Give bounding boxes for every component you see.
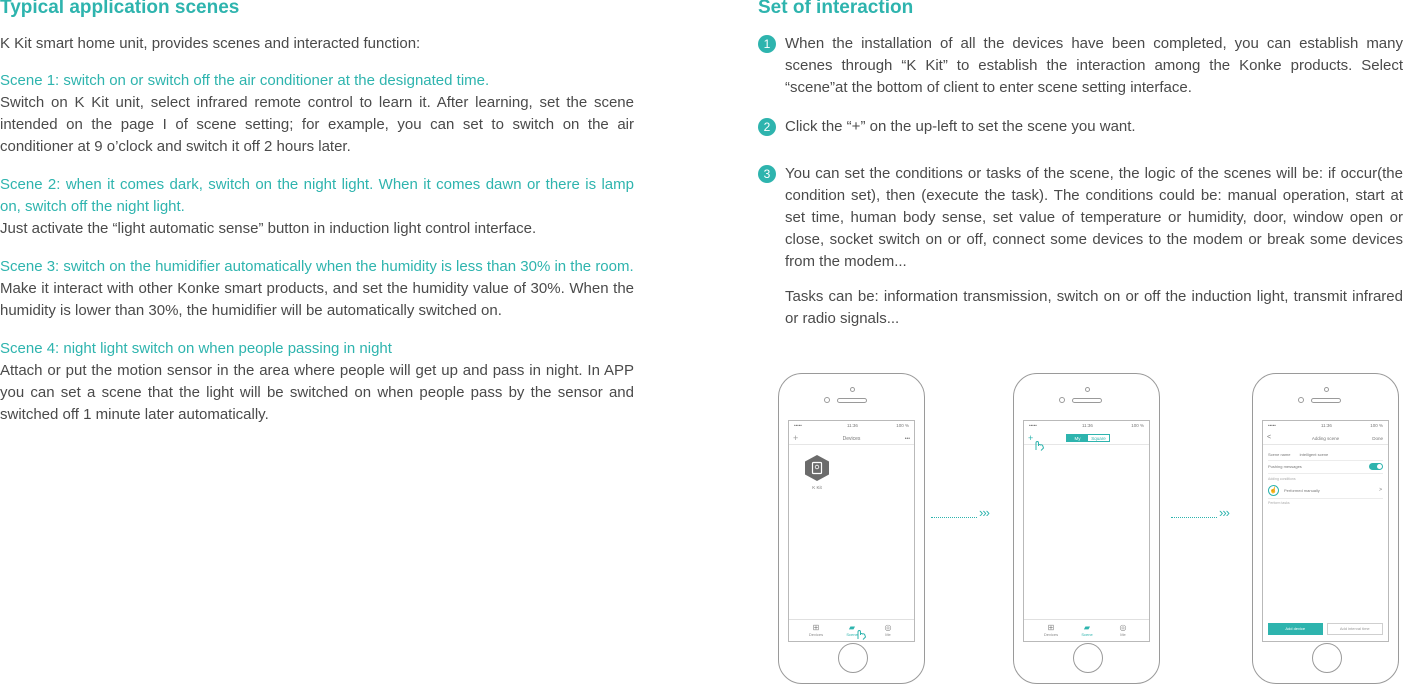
chevron-right-icon: >	[1379, 487, 1382, 493]
device-label: K Kit	[812, 485, 822, 490]
status-time: 11:36	[1321, 423, 1332, 428]
signal-indicator: •••••	[794, 423, 802, 428]
battery-indicator: 100 %	[896, 423, 909, 428]
typical-scenes-section	[0, 0, 634, 426]
perform-tasks-label: Perform tasks	[1268, 501, 1290, 505]
scene-title: Scene 4: night light switch on when people passing in night	[0, 340, 392, 357]
scene-name-label: Scene name	[1268, 452, 1291, 457]
battery-indicator: 100 %	[1131, 423, 1144, 428]
user-icon: ◎	[884, 623, 892, 632]
camera-icon	[850, 387, 855, 392]
signal-indicator: •••••	[1029, 423, 1037, 428]
step-number-badge: 2	[758, 118, 776, 136]
tab-me[interactable]: ◎ Me	[873, 623, 903, 637]
grid-icon: ⊞	[1047, 623, 1055, 632]
step-text: When the installation of all the devices have been completed, you can establish many scenes through “K Kit” to establish the interaction among the Konke products. Select “scene”at the bottom of client to enter scene setting interface.	[785, 35, 1403, 96]
tab-devices[interactable]: ⊞ Devices	[1036, 623, 1066, 637]
dotted-line	[1171, 510, 1217, 518]
typical-scenes-heading: Typical application scenes	[0, 0, 240, 18]
push-toggle[interactable]	[1369, 463, 1383, 470]
scene-title: Scene 3: switch on the humidifier automatically when the humidity is less than 30% in the room.	[0, 258, 634, 275]
done-button[interactable]: Done	[1372, 436, 1383, 441]
signal-indicator: •••••	[1268, 423, 1276, 428]
scene-icon: ▰	[1083, 623, 1091, 632]
scene-name-row[interactable]	[1268, 452, 1383, 461]
scene-title: Scene 1: switch on or switch off the air conditioner at the designated time.	[0, 72, 490, 89]
step-number-badge: 1	[758, 35, 776, 53]
speaker-icon	[1311, 398, 1341, 403]
tab-bar	[789, 619, 914, 641]
scene-4	[0, 338, 634, 426]
speaker-icon	[837, 398, 867, 403]
nav-bar	[789, 433, 914, 445]
scene-icon: ▰	[848, 623, 856, 632]
tab-devices[interactable]: ⊞ Devices	[801, 623, 831, 637]
step-text: You can set the conditions or tasks of the scene, the logic of the scenes will be: if occur(the condition set), then (execute the task). The conditions could be: manual operation, start at set time, human body sense, set value of temperature or humidity, door, window open or close, socket switch on or off, connect some devices to the modem or break some devices from the modem...	[785, 165, 1403, 270]
condition-row[interactable]	[1268, 483, 1383, 499]
phone-screen	[1262, 420, 1389, 642]
battery-indicator: 100 %	[1370, 423, 1383, 428]
add-scene-icon[interactable]: +	[1028, 433, 1034, 443]
tab-bar	[1024, 619, 1149, 641]
tap-hand-icon	[1033, 438, 1045, 451]
back-icon[interactable]: <	[1267, 434, 1272, 441]
segment-square[interactable]: Square	[1091, 436, 1106, 441]
segment-my[interactable]: My	[1067, 435, 1088, 441]
scene-3	[0, 256, 634, 322]
add-device-button[interactable]: Add device	[1268, 623, 1323, 635]
interaction-section	[758, 0, 1403, 327]
status-bar	[1263, 423, 1388, 429]
camera-icon	[1324, 387, 1329, 392]
phone-devices	[778, 373, 925, 684]
step-text: Click the “+” on the up-left to set the scene you want.	[785, 118, 1136, 135]
add-icon[interactable]: +	[793, 433, 799, 443]
more-icon[interactable]: •••	[904, 436, 910, 442]
tasks-text: Tasks can be: information transmission, switch on or off the induction light, transmit infrared or radio signals...	[785, 288, 1403, 327]
tab-scene[interactable]: ▰ Scene	[1072, 623, 1102, 637]
sensor-icon	[824, 397, 830, 403]
step-3	[758, 163, 1403, 273]
speaker-icon	[1072, 398, 1102, 403]
status-bar	[1024, 423, 1149, 429]
status-time: 11:36	[847, 423, 858, 428]
phone-scenes	[1013, 373, 1160, 684]
interaction-heading: Set of interaction	[758, 0, 914, 18]
camera-icon	[1085, 387, 1090, 392]
scene-name-value: intelligent scene	[1299, 452, 1329, 457]
scene-2	[0, 174, 634, 240]
push-label: Pushing messages	[1268, 464, 1302, 469]
hexagon-device-icon	[804, 454, 830, 482]
scene-body: Make it interact with other Konke smart products, and set the humidity value of 30%. When the humidity is lower than 30%, the humidifier will be automatically switched on.	[0, 280, 634, 319]
chevrons-icon: ›››	[979, 505, 989, 520]
sensor-icon	[1059, 397, 1065, 403]
tasks-note	[758, 286, 1403, 330]
scene-body: Switch on K Kit unit, select infrared remote control to learn it. After learning, set the scene intended on the page I of scene setting; for example, you can set to switch on the air conditioner at 9 o’clock and switch it off 2 hours later.	[0, 94, 634, 155]
scene-body: Just activate the “light automatic sense” button in induction light control interface.	[0, 220, 537, 237]
condition-text: Performed manually	[1284, 488, 1320, 493]
status-bar	[789, 423, 914, 429]
step-1	[758, 33, 1403, 99]
intro-text: K Kit smart home unit, provides scenes and interacted function:	[0, 35, 421, 52]
phone-screen	[1023, 420, 1150, 642]
home-button-icon	[838, 643, 868, 673]
chevrons-icon: ›››	[1219, 505, 1229, 520]
user-icon: ◎	[1119, 623, 1127, 632]
step-2	[758, 116, 1403, 138]
scene-body: Attach or put the motion sensor in the area where people will get up and pass in night. In APP you can set a scene that the light will be switched on when people pass by the sensor and switched off 1 minute later automatically.	[0, 362, 634, 423]
add-interval-button[interactable]: Add interval time	[1327, 623, 1384, 635]
grid-icon: ⊞	[812, 623, 820, 632]
nav-bar	[1263, 433, 1388, 445]
dotted-line	[931, 510, 977, 518]
home-button-icon	[1312, 643, 1342, 673]
conditions-label: Adding conditions	[1268, 477, 1296, 481]
tap-hand-icon	[855, 627, 867, 640]
bottom-actions	[1268, 623, 1383, 635]
sensor-icon	[1298, 397, 1304, 403]
step-number-badge: 3	[758, 165, 776, 183]
tab-me[interactable]: ◎ Me	[1108, 623, 1138, 637]
push-row	[1268, 464, 1383, 474]
flow-arrow	[931, 505, 989, 520]
tab-scene[interactable]: ▰ Scene	[837, 623, 867, 637]
flow-arrow	[1171, 505, 1229, 520]
nav-title: Adding scene	[1311, 436, 1340, 441]
phone-screen	[788, 420, 915, 642]
hand-icon: ☝	[1268, 485, 1279, 496]
scene-1	[0, 70, 634, 158]
scene-title: Scene 2: when it comes dark, switch on the night light. When it comes dawn or there is lamp on, switch off the night light.	[0, 176, 634, 215]
nav-title: Devices	[842, 436, 861, 442]
kkit-device-tile[interactable]	[804, 454, 830, 482]
home-button-icon	[1073, 643, 1103, 673]
phone-adding-scene	[1252, 373, 1399, 684]
status-time: 11:36	[1082, 423, 1093, 428]
segmented-control	[1066, 434, 1110, 442]
